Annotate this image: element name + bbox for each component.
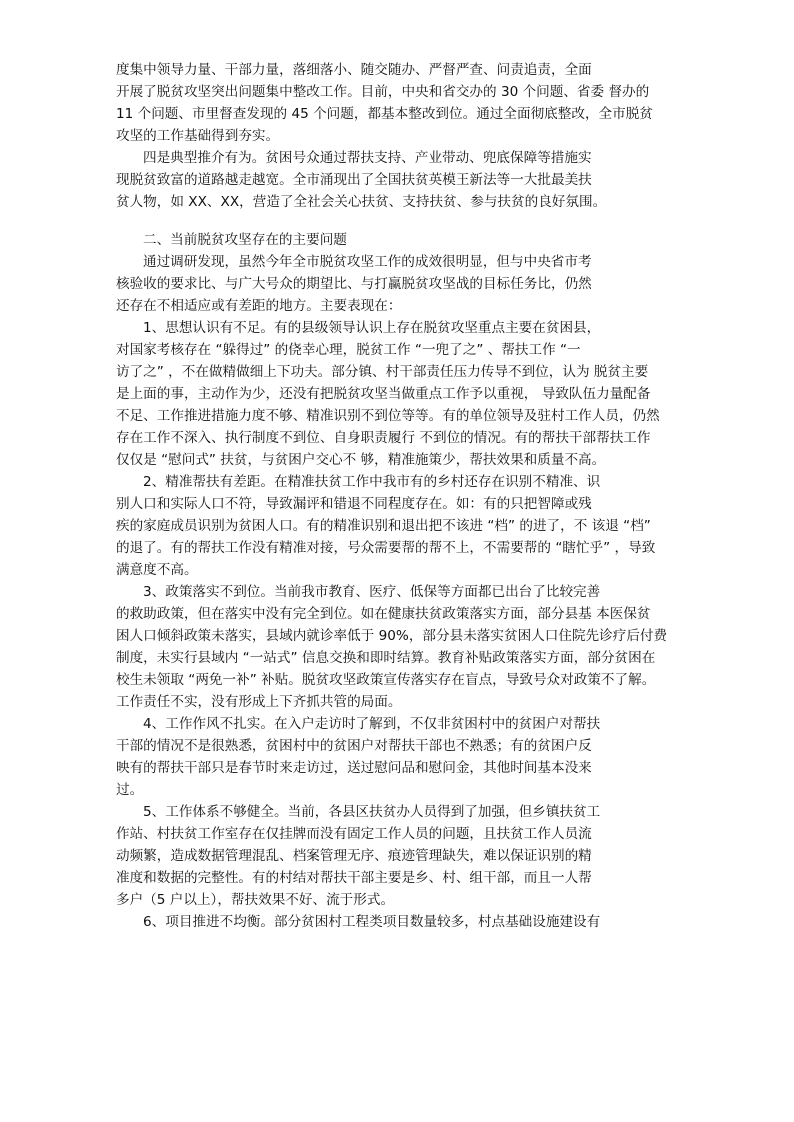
text-line: 过。 xyxy=(116,782,144,798)
text-line: 准度和数据的完整性。有的村结对帮扶干部主要是乡、村、组干部，而且一人帮 xyxy=(116,870,592,886)
section-heading: 二、当前脱贫攻坚存在的主要问题 xyxy=(143,232,347,248)
text-line: 四是典型推介有为。贫困号众通过帮扶支持、产业带动、兜底保障等措施实 xyxy=(143,150,592,166)
text-line: 1、思想认识有不足。有的县级领导认识上存在脱贫攻坚重点主要在贫困县， xyxy=(143,320,601,336)
text-line: 疾的家庭成员识别为贫困人口。有的精准识别和退出把不该进 “档” 的进了，不 该退 “档” xyxy=(116,518,651,534)
text-line: 2、精准帮扶有差距。在精准扶贫工作中我市有的乡村还存在识别不精准、识 xyxy=(143,474,601,490)
text-line: 通过调研发现，虽然今年全市脱贫攻坚工作的成效很明显，但与中央省市考 xyxy=(143,254,592,270)
text-line: 3、政策落实不到位。当前我市教育、医疗、低保等方面都已出台了比较完善 xyxy=(143,584,601,600)
text-line: 制度，未实行县域内 “一站式” 信息交换和即时结算。教育补贴政策落实方面，部分贫困在 xyxy=(116,650,656,666)
text-line: 校生未领取 “两免一补” 补贴。脱贫攻坚政策宣传落实存在盲点，导致号众对政策不了解。 xyxy=(116,672,656,688)
text-line: 11 个问题、市里督查发现的 45 个问题，都基本整改到位。通过全面彻底整改，全市脱贫 xyxy=(116,106,653,122)
text-line: 现脱贫致富的道路越走越宽。全市涌现出了全国扶贫英模王新法等一大批最美扶 xyxy=(116,172,592,188)
text-line: 4、工作作风不扎实。在入户走访时了解到，不仅非贫困村中的贫困户对帮扶 xyxy=(143,716,601,732)
text-line: 贫人物，如 XX、XX，营造了全社会关心扶贫、支持扶贫、参与扶贫的良好氛围。 xyxy=(116,194,607,210)
text-line: 访了之” ，不在做精做细上下功夫。部分镇、村干部责任压力传导不到位，认为 脱贫主要 xyxy=(116,364,649,380)
text-line: 开展了脱贫攻坚突出问题集中整改工作。目前，中央和省交办的 30 个问题、省委 督办的 xyxy=(116,84,650,100)
text-line: 动频繁，造成数据管理混乱、档案管理无序、痕迹管理缺失，难以保证识别的精 xyxy=(116,848,592,864)
text-line: 工作责任不实，没有形成上下齐抓共管的局面。 xyxy=(116,694,402,710)
text-line: 对国家考核存在 “躲得过” 的侥幸心理，脱贫工作 “一兜了之” 、帮扶工作 “一 xyxy=(116,342,581,358)
text-line: 核验收的要求比、与广大号众的期望比、与打赢脱贫攻坚战的目标任务比，仍然 xyxy=(116,276,592,292)
text-line: 还存在不相适应或有差距的地方。主要表现在： xyxy=(116,298,402,314)
text-line: 不足、工作推进措施力度不够、精准识别不到位等等。有的单位领导及驻村工作人员，仍然 xyxy=(116,408,660,424)
text-line: 6、项目推进不均衡。部分贫困村工程类项目数量较多，村点基础设施建设有 xyxy=(143,914,601,930)
text-line: 的救助政策，但在落实中没有完全到位。如在健康扶贫政策落实方面，部分县基 本医保贫 xyxy=(116,606,651,622)
text-line: 困人口倾斜政策未落实，县域内就诊率低于 90%，部分县未落实贫困人口住院先诊疗后付费 xyxy=(116,628,668,644)
text-line: 映有的帮扶干部只是春节时来走访过，送过慰问品和慰问金，其他时间基本没来 xyxy=(116,760,592,776)
text-line: 满意度不高。 xyxy=(116,562,198,578)
text-line: 攻坚的工作基础得到夯实。 xyxy=(116,128,280,144)
text-line: 干部的情况不是很熟悉，贫困村中的贫困户对帮扶干部也不熟悉；有的贫困户反 xyxy=(116,738,592,754)
text-line: 度集中领导力量、干部力量，落细落小、随交随办、严督严查、问责追责，全面 xyxy=(116,62,592,78)
text-line: 多户（5 户以上），帮扶效果不好、流于形式。 xyxy=(116,892,395,908)
text-line: 作站、村扶贫工作室存在仅挂牌而没有固定工作人员的问题，且扶贫工作人员流 xyxy=(116,826,592,842)
text-line: 的退了。有的帮扶工作没有精准对接，号众需要帮的帮不上，不需要帮的 “瞎忙乎” ，导致 xyxy=(116,540,656,556)
text-line: 5、工作体系不够健全。当前，各县区扶贫办人员得到了加强，但乡镇扶贫工 xyxy=(143,804,601,820)
text-line: 是上面的事，主动作为少，还没有把脱贫攻坚当做重点工作予以重视， 导致队伍力量配备 xyxy=(116,386,651,402)
text-line: 仅仅是 “慰问式” 扶贫，与贫困户交心不 够，精准施策少，帮扶效果和质量不高。 xyxy=(116,452,606,468)
text-line: 存在工作不深入、执行制度不到位、自身职责履行 不到位的情况。有的帮扶干部帮扶工作 xyxy=(116,430,651,446)
text-line: 别人口和实际人口不符，导致漏评和错退不同程度存在。如：有的只把智障或残 xyxy=(116,496,592,512)
